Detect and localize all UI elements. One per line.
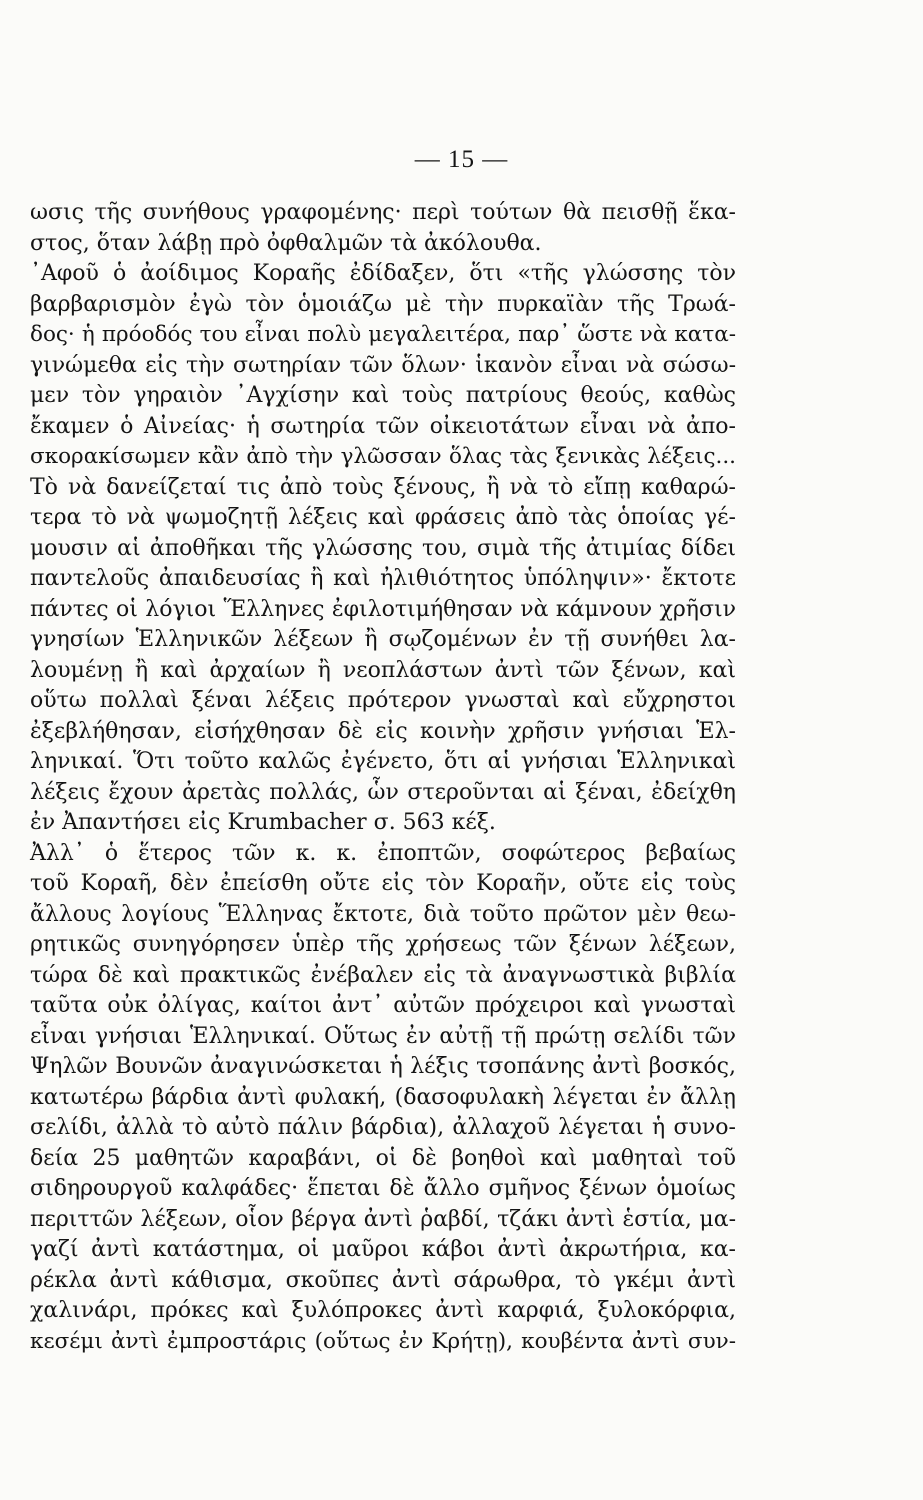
text-line: τώρα δὲ καὶ πρακτικῶς ἐνέβαλεν εἰς τὰ ἀναγνωστικὰ βιβλία bbox=[30, 962, 736, 988]
text-line: γινώμεθα εἰς τὴν σωτηρίαν τῶν ὅλων· ἱκανὸν εἶναι νὰ σώσω- bbox=[30, 352, 736, 378]
text-line: γαζί ἀντὶ κατάστημα, οἱ μαῦροι κάβοι ἀντὶ ἀκρωτήρια, κα- bbox=[30, 1237, 736, 1262]
text-line: τερα τὸ νὰ ψωμοζητῇ λέξεις καὶ φράσεις ἀπὸ τὰς ὁποίας γέ- bbox=[30, 505, 736, 530]
text-line: βαρβαρισμὸν ἐγὼ τὸν ὁμοιάζω μὲ τὴν πυρκαϊὰν τῆς Τρωά- bbox=[30, 291, 736, 317]
text-line: λουμένῃ ἢ καὶ ἀρχαίων ἢ νεοπλάστων ἀντὶ τῶν ξένων, καὶ bbox=[30, 657, 736, 683]
text-line: γνησίων Ἑλληνικῶν λέξεων ἢ σῳζομένων ἐν τῇ συνήθει λα- bbox=[30, 627, 736, 652]
text-line: κεσέμι ἀντὶ ἐμπροστάρις (οὕτως ἐν Κρήτῃ), κουβέντα ἀντὶ συν- bbox=[30, 1328, 736, 1354]
text-line: δος· ἡ πρόοδός του εἶναι πολὺ μεγαλειτέρα, παρ᾿ ὥστε νὰ κατα- bbox=[30, 322, 736, 347]
text-line: ληνικαί. Ὅτι τοῦτο καλῶς ἐγένετο, ὅτι αἱ γνήσιαι Ἑλληνικαὶ bbox=[30, 749, 736, 774]
text-line: εἶναι γνήσιαι Ἑλληνικαί. Οὕτως ἐν αὐτῇ τῇ πρώτῃ σελίδι τῶν bbox=[30, 1023, 736, 1049]
text-line: Ἀλλ᾿ ὁ ἕτερος τῶν κ. κ. ἐποπτῶν, σοφώτερος βεβαίως bbox=[30, 840, 736, 866]
text-line: περιττῶν λέξεων, οἷον βέργα ἀντὶ ῥαβδί, τζάκι ἀντὶ ἑστία, μα- bbox=[30, 1206, 736, 1232]
text-line: λέξεις ἔχουν ἀρετὰς πολλάς, ὧν στεροῦνται αἱ ξέναι, ἐδείχθη bbox=[30, 779, 736, 805]
text-line: ρητικῶς συνηγόρησεν ὑπὲρ τῆς χρήσεως τῶν ξένων λέξεων, bbox=[30, 932, 736, 957]
text-line: οὕτω πολλαὶ ξέναι λέξεις πρότερον γνωσταὶ καὶ εὔχρηστοι bbox=[30, 688, 736, 713]
text-line: κατωτέρω βάρδια ἀντὶ φυλακή, (δασοφυλακὴ λέγεται ἐν ἄλλῃ bbox=[30, 1084, 736, 1110]
text-line: ἄλλους λογίους Ἕλληνας ἔκτοτε, διὰ τοῦτο πρῶτον μὲν θεω- bbox=[30, 901, 736, 927]
text-line: σιδηρουργοῦ καλφάδες· ἕπεται δὲ ἄλλο σμῆνος ξένων ὁμοίως bbox=[30, 1176, 736, 1201]
text-line: ἐξεβλήθησαν, εἰσήχθησαν δὲ εἰς κοινὴν χρῆσιν γνήσιαι Ἑλ- bbox=[30, 718, 736, 744]
text-line: ταῦτα οὐκ ὀλίγας, καίτοι ἀντ᾿ αὐτῶν πρόχειροι καὶ γνωσταὶ bbox=[30, 993, 736, 1018]
text-line: τοῦ Κοραῆ, δὲν ἐπείσθη οὔτε εἰς τὸν Κοραῆν, οὔτε εἰς τοὺς bbox=[30, 871, 736, 896]
text-line: στος, ὅταν λάβῃ πρὸ ὀφθαλμῶν τὰ ἀκόλουθα. bbox=[30, 230, 542, 256]
text-line: σκορακίσωμεν κἂν ἀπὸ τὴν γλῶσσαν ὅλας τὰς ξενικὰς λέξεις... bbox=[30, 444, 736, 469]
text-line: ἔκαμεν ὁ Αἰνείας· ἡ σωτηρία τῶν οἰκειοτάτων εἶναι νὰ ἀπο- bbox=[30, 413, 736, 439]
text-line: ρέκλα ἀντὶ κάθισμα, σκοῦπες ἀντὶ σάρωθρα, τὸ γκέμι ἀντὶ bbox=[30, 1267, 736, 1293]
text-line: ᾿Αφοῦ ὁ ἀοίδιμος Κοραῆς ἐδίδαξεν, ὅτι «τῆς γλώσσης τὸν bbox=[30, 261, 736, 286]
body-text bbox=[30, 198, 736, 1357]
text-line: Ψηλῶν Βουνῶν ἀναγινώσκεται ἡ λέξις τσοπάνης ἀντὶ βοσκός, bbox=[30, 1054, 736, 1079]
page-number: — 15 — bbox=[414, 146, 509, 173]
text-line: δεία 25 μαθητῶν καραβάνι, οἱ δὲ βοηθοὶ καὶ μαθηταὶ τοῦ bbox=[30, 1145, 736, 1171]
text-line: ἐν Ἀπαντήσει εἰς Krumbacher σ. 563 κέξ. bbox=[30, 810, 496, 835]
text-line: πάντες οἱ λόγιοι Ἕλληνες ἐφιλοτιμήθησαν νὰ κάμνουν χρῆσιν bbox=[30, 596, 736, 622]
text-line: παντελοῦς ἀπαιδευσίας ἢ καὶ ἠλιθιότητος ὑπόληψιν»· ἔκτοτε bbox=[30, 566, 736, 591]
text-line: σελίδι, ἀλλὰ τὸ αὐτὸ πάλιν βάρδια), ἀλλαχοῦ λέγεται ἡ συνο- bbox=[30, 1115, 736, 1140]
text-line: μουσιν αἱ ἀποθῆκαι τῆς γλώσσης του, σιμὰ τῆς ἀτιμίας δίδει bbox=[30, 535, 736, 561]
text-line: ωσις τῆς συνήθους γραφομένης· περὶ τούτων θὰ πεισθῇ ἕκα- bbox=[30, 200, 736, 225]
text-line: χαλινάρι, πρόκες καὶ ξυλόπροκες ἀντὶ καρφιά, ξυλοκόρφια, bbox=[30, 1298, 736, 1323]
text-line: Τὸ νὰ δανείζεταί τις ἀπὸ τοὺς ξένους, ἢ νὰ τὸ εἴπῃ καθαρώ- bbox=[30, 474, 736, 500]
text-line: μεν τὸν γηραιὸν ᾿Αγχίσην καὶ τοὺς πατρίους θεούς, καθὼς bbox=[30, 383, 736, 408]
